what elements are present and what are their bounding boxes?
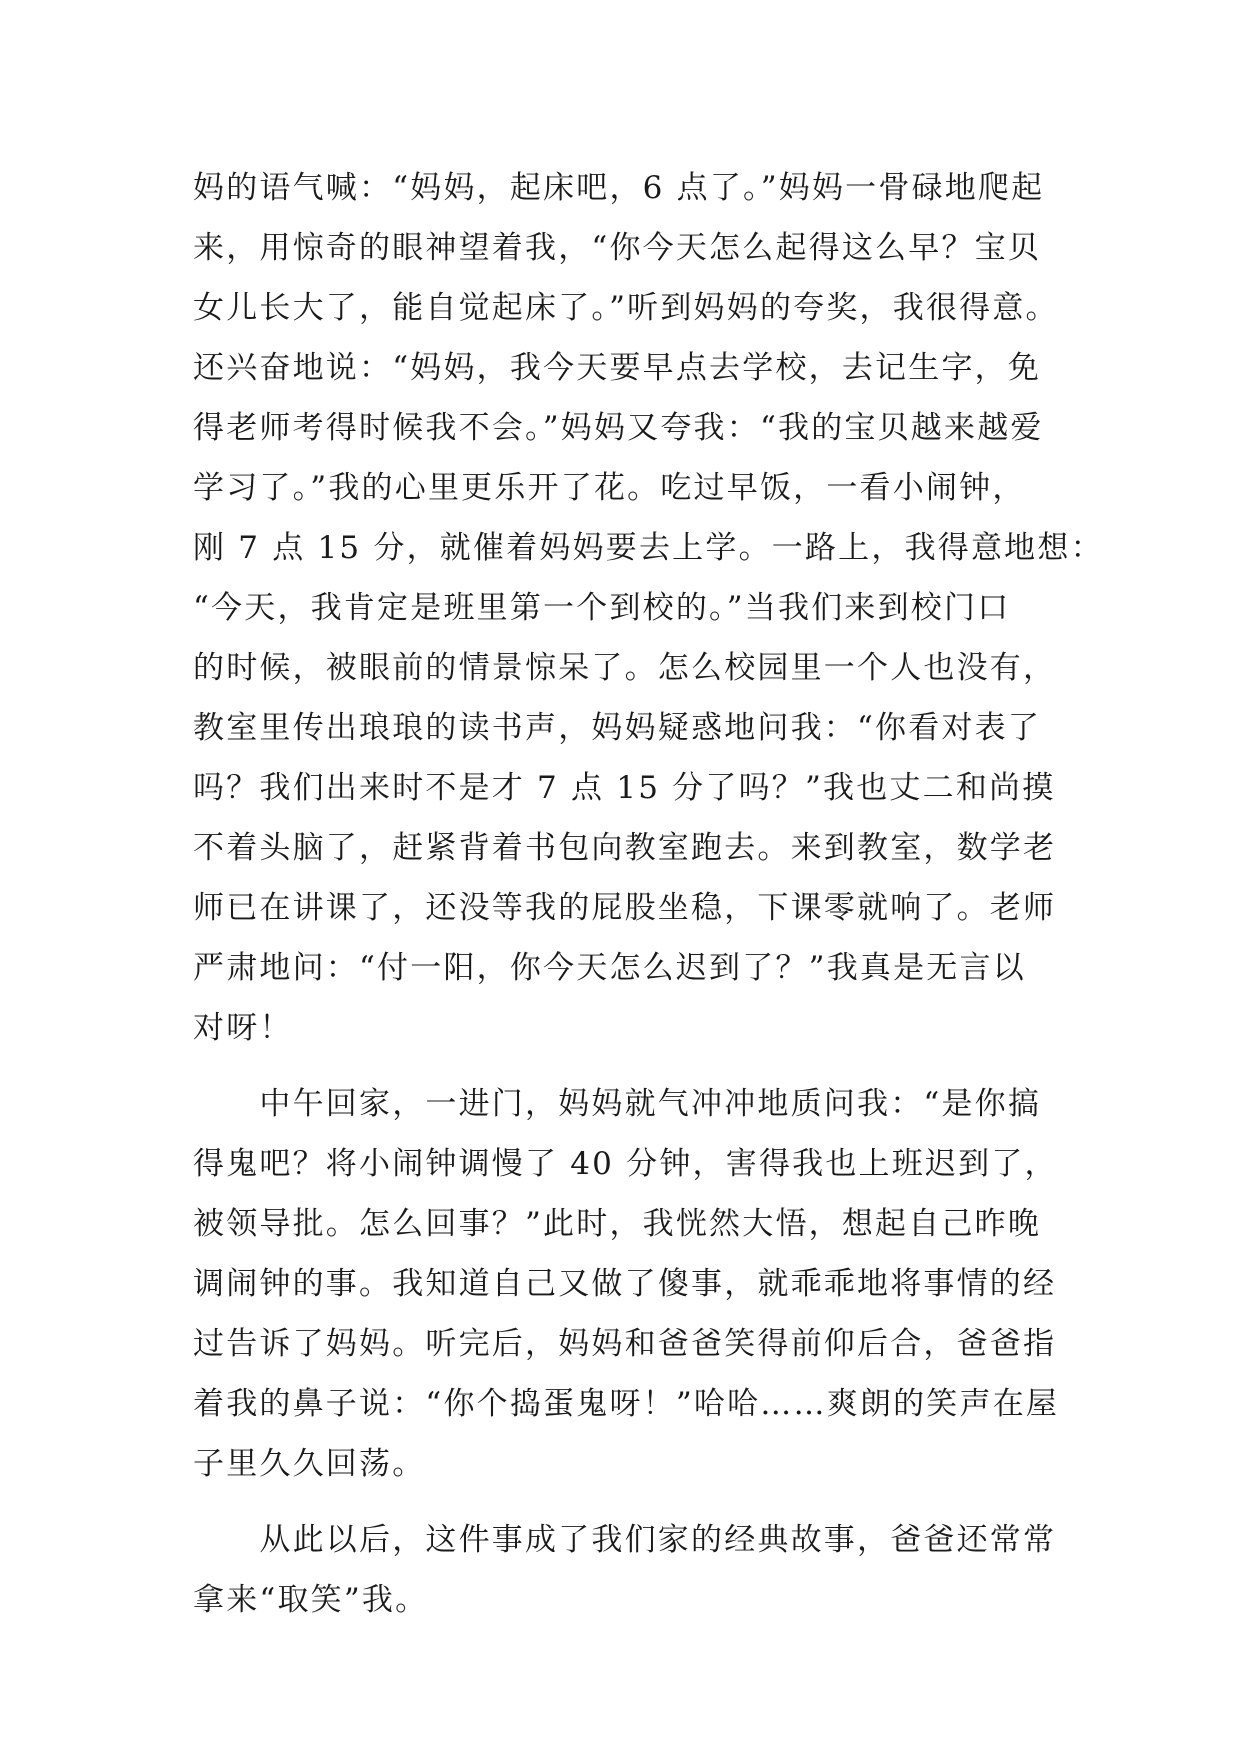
document-body [193,158,1104,1630]
text-line: “今天，我肯定是班里第一个到校的。”当我们来到校门口 [193,590,1011,626]
text-line: 学习了。”我的心里更乐开了花。吃过早饭，一看小闹钟， [193,470,1026,506]
text-line: 女儿长大了，能自觉起床了。”听到妈妈的夸奖，我很得意。 [193,290,1059,326]
text-line: 得鬼吧？将小闹钟调慢了 40 分钟，害得我也上班迟到了， [193,1146,1058,1182]
text-line: 过告诉了妈妈。听完后，妈妈和爸爸笑得前仰后合，爸爸指 [193,1326,1057,1362]
text-line: 吗？我们出来时不是才 7 点 15 分了吗？”我也丈二和尚摸 [193,770,1056,806]
text-line: 来，用惊奇的眼神望着我，“你今天怎么起得这么早？宝贝 [193,230,1042,266]
text-line: 妈的语气喊：“妈妈，起床吧，6 点了。”妈妈一骨碌地爬起 [193,170,1045,206]
text-line: 严肃地问：“付一阳，你今天怎么迟到了？”我真是无言以 [193,950,1026,986]
paragraph [193,1510,1073,1630]
text-line: 拿来“取笑”我。 [193,1582,429,1618]
text-line: 教室里传出琅琅的读书声，妈妈疑惑地问我：“你看对表了 [193,710,1042,746]
text-line: 子里久久回荡。 [193,1446,426,1482]
text-line: 刚 7 点 15 分，就催着妈妈要去上学。一路上，我得意地想： [193,530,1104,566]
paragraph-spacing [193,1494,1073,1510]
text-line: 着我的鼻子说：“你个捣蛋鬼呀！”哈哈……爽朗的笑声在屋 [193,1386,1060,1422]
paragraph [193,158,1104,1058]
text-line: 调闹钟的事。我知道自己又做了傻事，就乖乖地将事情的经 [193,1266,1057,1302]
text-line: 对呀！ [193,1010,293,1046]
text-line: 师已在讲课了，还没等我的屁股坐稳，下课零就响了。老师 [193,890,1057,926]
text-line: 不着头脑了，赶紧背着书包向教室跑去。来到教室，数学老 [193,830,1057,866]
paragraph [193,1074,1073,1494]
text-line: 中午回家，一进门，妈妈就气冲冲地质问我：“是你搞 [193,1086,1042,1122]
text-line: 从此以后，这件事成了我们家的经典故事，爸爸还常常 [193,1522,1057,1558]
text-line: 得老师考得时候我不会。”妈妈又夸我：“我的宝贝越来越爱 [193,410,1044,446]
text-line: 还兴奋地说：“妈妈，我今天要早点去学校，去记生字，免 [193,350,1042,386]
paragraph-spacing [193,1058,1073,1074]
text-line: 的时候，被眼前的情景惊呆了。怎么校园里一个人也没有， [193,650,1057,686]
text-line: 被领导批。怎么回事？”此时，我恍然大悟，想起自己昨晚 [193,1206,1042,1242]
